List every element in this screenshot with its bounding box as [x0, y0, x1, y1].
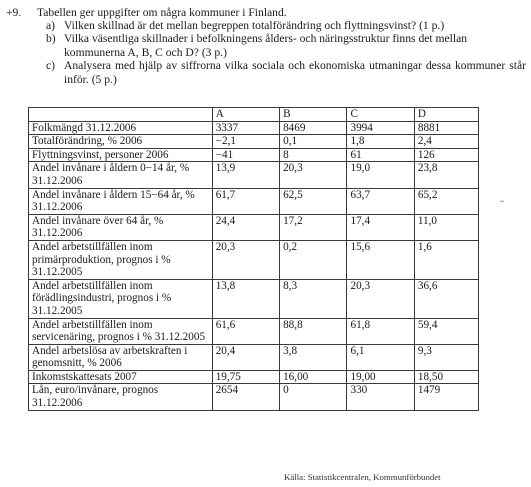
table-cell: 20,3 — [212, 240, 279, 279]
question-items — [46, 19, 526, 86]
table-row — [29, 135, 479, 149]
table-row-label: Andel invånare i åldern 15−64 år, % 31.12.2006 — [29, 188, 213, 214]
table-header-cell: C — [347, 108, 414, 122]
table-cell: 88,8 — [280, 318, 347, 344]
table-cell: 23,8 — [414, 162, 478, 188]
table-cell: 13,8 — [212, 279, 279, 318]
table-header-cell: A — [212, 108, 279, 122]
table-cell: 0,1 — [280, 135, 347, 149]
table-cell: 2654 — [212, 384, 279, 410]
table-row-label: Andel arbetslösa av arbetskraften i genomsnitt, % 2006 — [29, 344, 213, 370]
table-cell: 8469 — [280, 121, 347, 135]
question-item-text: Vilka väsentliga skillnader i befolkningens ålders- och näringsstruktur finns det mellan kommunerna A, B, C och D? (3 p.) — [64, 32, 468, 59]
table-cell: 65,2 — [414, 188, 478, 214]
table-row — [29, 162, 479, 188]
table-cell: 3994 — [347, 121, 414, 135]
question-intro: Tabellen ger uppgifter om några kommuner i Finland. — [37, 6, 287, 19]
table-cell: 8,3 — [280, 279, 347, 318]
table-row-label: Folkmängd 31.12.2006 — [29, 121, 213, 135]
table-body — [29, 108, 479, 411]
table-cell: 126 — [414, 148, 478, 162]
table-cell: 6,1 — [347, 344, 414, 370]
table-row-label: Inkomstskattesats 2007 — [29, 370, 213, 384]
table-cell: 16,00 — [280, 370, 347, 384]
question-item-letter: c) — [46, 59, 56, 73]
table-cell: 8 — [280, 148, 347, 162]
table-row — [29, 318, 479, 344]
question-item-b — [46, 32, 526, 59]
table-cell: 0,2 — [280, 240, 347, 279]
table-row — [29, 240, 479, 279]
question-item-text: Analysera med hjälp av siffrorna vilka sociala och ekonomiska utmaningar dessa kommuner står inför. (5 p.) — [64, 59, 526, 86]
table-row — [29, 279, 479, 318]
table-cell: 19,00 — [347, 370, 414, 384]
table-header-cell — [29, 108, 213, 122]
source-note: Källa: Statistikcentralen, Kommunförbundet — [284, 472, 441, 482]
table-row-label: Andel arbetstillfällen inom servicenäring, prognos i % 31.12.2005 — [29, 318, 213, 344]
question-item-letter: a) — [46, 19, 56, 32]
table-cell: 62,5 — [280, 188, 347, 214]
table-cell: 20,3 — [280, 162, 347, 188]
table-cell: 61 — [347, 148, 414, 162]
table-cell: 1,8 — [347, 135, 414, 149]
table-cell: 19,0 — [347, 162, 414, 188]
table-cell: 61,8 — [347, 318, 414, 344]
table-cell: 19,75 — [212, 370, 279, 384]
question-number: +9. — [6, 6, 22, 19]
table-cell: 330 — [347, 384, 414, 410]
table-header-cell: D — [414, 108, 478, 122]
table-cell: 13,9 — [212, 162, 279, 188]
table-row — [29, 188, 479, 214]
table-row-label: Lån, euro/invånare, prognos 31.12.2006 — [29, 384, 213, 410]
table-cell: −41 — [212, 148, 279, 162]
table-cell: 11,0 — [414, 214, 478, 240]
table-cell: 3,8 — [280, 344, 347, 370]
table-cell: 8881 — [414, 121, 478, 135]
question-item-text: Vilken skillnad är det mellan begreppen totalförändring och flyttningsvinst? (1 p.) — [64, 19, 445, 32]
municipality-table — [28, 107, 479, 411]
table-cell: 63,7 — [347, 188, 414, 214]
table-row — [29, 214, 479, 240]
table-cell: 17,2 — [280, 214, 347, 240]
table-cell: 3337 — [212, 121, 279, 135]
table-cell: 15,6 — [347, 240, 414, 279]
table-cell: 20,3 — [347, 279, 414, 318]
table-header-cell: B — [280, 108, 347, 122]
table-cell: 18,50 — [414, 370, 478, 384]
table-row — [29, 121, 479, 135]
table-row — [29, 384, 479, 410]
table-cell: 0 — [280, 384, 347, 410]
table-header-row — [29, 108, 479, 122]
table-cell: 61,6 — [212, 318, 279, 344]
question-item-a — [46, 19, 526, 32]
table-cell: 61,7 — [212, 188, 279, 214]
table-row-label: Andel arbetstillfällen inom primärproduktion, prognos i % 31.12.2005 — [29, 240, 213, 279]
table-cell: 1,6 — [414, 240, 478, 279]
table-cell: 17,4 — [347, 214, 414, 240]
table-row-label: Andel arbetstillfällen inom förädlingsindustri, prognos i % 31.12.2005 — [29, 279, 213, 318]
table-row — [29, 148, 479, 162]
question-item-c — [46, 59, 526, 86]
table-row-label: Flyttningsvinst, personer 2006 — [29, 148, 213, 162]
table-cell: −2,1 — [212, 135, 279, 149]
table-cell: 24,4 — [212, 214, 279, 240]
table-row-label: Andel invånare över 64 år, % 31.12.2006 — [29, 214, 213, 240]
table-cell: 36,6 — [414, 279, 478, 318]
table-row-label: Andel invånare i åldern 0−14 år, % 31.12.2006 — [29, 162, 213, 188]
table-cell: 59,4 — [414, 318, 478, 344]
table-row-label: Totalförändring, % 2006 — [29, 135, 213, 149]
question-item-letter: b) — [46, 32, 56, 46]
table-row — [29, 370, 479, 384]
table-cell: 2,4 — [414, 135, 478, 149]
margin-dash-mark: ~ — [500, 197, 505, 206]
table-cell: 9,3 — [414, 344, 478, 370]
table-cell: 1479 — [414, 384, 478, 410]
table-cell: 20,4 — [212, 344, 279, 370]
table-row — [29, 344, 479, 370]
